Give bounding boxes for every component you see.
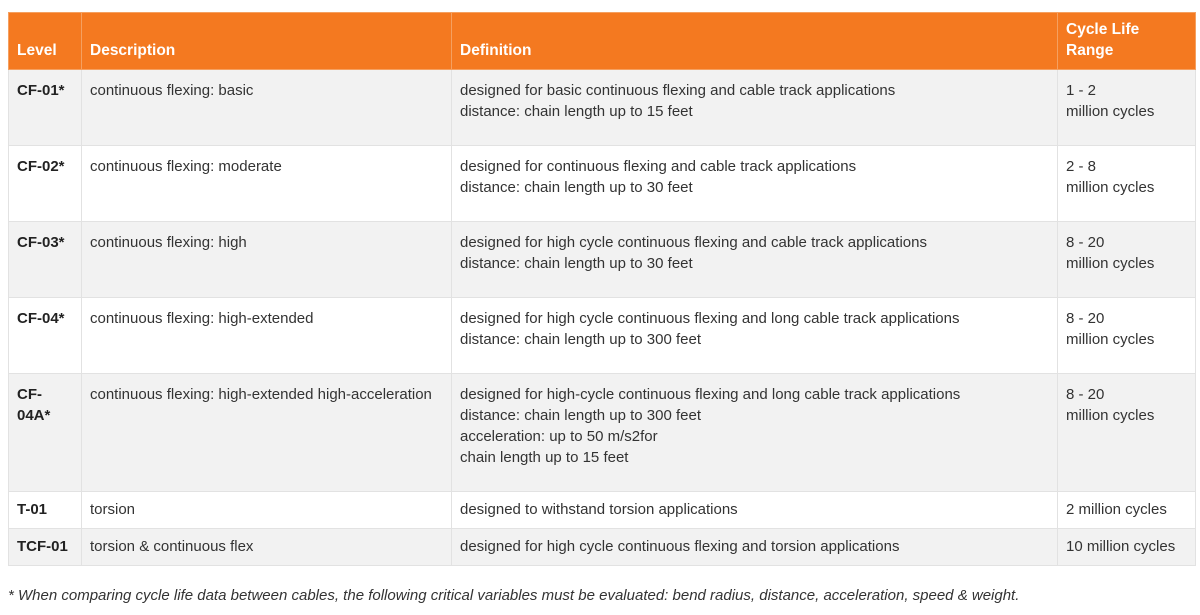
level-cell: CF-02* [9,146,82,222]
cycle-life-line: million cycles [1066,407,1155,424]
table-row [9,222,1196,298]
definition-cell [452,529,1058,566]
header-level: Level [9,13,82,70]
cycle-life-line: million cycles [1066,255,1155,272]
cycle-life-cell [1058,70,1196,146]
level-cell: TCF-01 [9,529,82,566]
description-cell: torsion & continuous flex [82,529,452,566]
definition-line: distance: chain length up to 30 feet [460,255,693,272]
level-cell: CF-01* [9,70,82,146]
cycle-life-table [8,12,1196,566]
cycle-life-line: million cycles [1066,103,1155,120]
footnote: * When comparing cycle life data between cables, the following critical variables must be evaluated: bend radius, distance, acceleration, speed & weight. [8,587,1020,604]
header-cycle-life: Cycle Life Range [1058,13,1196,70]
definition-line: designed for continuous flexing and cable track applications [460,158,857,175]
cycle-life-line: 1 - 2 [1066,82,1097,99]
definition-line: designed for basic continuous flexing and cable track applications [460,82,896,99]
cycle-life-line: 10 million cycles [1066,538,1176,555]
cycle-life-line: 8 - 20 [1066,310,1105,327]
cycle-life-cell [1058,529,1196,566]
level-cell: CF-03* [9,222,82,298]
table-row [9,492,1196,529]
cycle-life-cell [1058,298,1196,374]
cycle-life-line: 8 - 20 [1066,386,1105,403]
description-cell: continuous flexing: high [82,222,452,298]
definition-line: distance: chain length up to 300 feet [460,331,702,348]
definition-line: designed for high cycle continuous flexing and long cable track applications [460,310,960,327]
definition-cell [452,70,1058,146]
definition-cell [452,146,1058,222]
definition-line: designed for high cycle continuous flexing and cable track applications [460,234,927,251]
table-row [9,374,1196,492]
description-cell: torsion [82,492,452,529]
header-description: Description [82,13,452,70]
definition-line: distance: chain length up to 15 feet [460,103,693,120]
table-header-row [9,13,1196,70]
cycle-life-cell [1058,222,1196,298]
cycle-life-line: 2 million cycles [1066,501,1167,518]
table-row [9,529,1196,566]
definition-cell [452,298,1058,374]
description-cell: continuous flexing: basic [82,70,452,146]
definition-line: chain length up to 15 feet [460,449,629,466]
definition-line: designed for high-cycle continuous flexing and long cable track applications [460,386,961,403]
level-cell: CF-04A* [9,374,82,492]
cycle-life-line: million cycles [1066,331,1155,348]
definition-cell [452,374,1058,492]
cycle-life-line: million cycles [1066,179,1155,196]
definition-line: acceleration: up to 50 m/s2for [460,428,658,445]
header-definition: Definition [452,13,1058,70]
table-row [9,298,1196,374]
cycle-life-line: 2 - 8 [1066,158,1097,175]
definition-cell [452,492,1058,529]
definition-line: designed for high cycle continuous flexing and torsion applications [460,538,900,555]
definition-line: distance: chain length up to 300 feet [460,407,702,424]
definition-cell [452,222,1058,298]
cycle-life-cell [1058,374,1196,492]
description-cell: continuous flexing: high-extended high-acceleration [82,374,452,492]
table-row [9,70,1196,146]
table-row [9,146,1196,222]
description-cell: continuous flexing: moderate [82,146,452,222]
cycle-life-cell [1058,492,1196,529]
description-cell: continuous flexing: high-extended [82,298,452,374]
cycle-life-cell [1058,146,1196,222]
definition-line: distance: chain length up to 30 feet [460,179,693,196]
level-cell: T-01 [9,492,82,529]
cycle-life-line: 8 - 20 [1066,234,1105,251]
level-cell: CF-04* [9,298,82,374]
definition-line: designed to withstand torsion applications [460,501,738,518]
